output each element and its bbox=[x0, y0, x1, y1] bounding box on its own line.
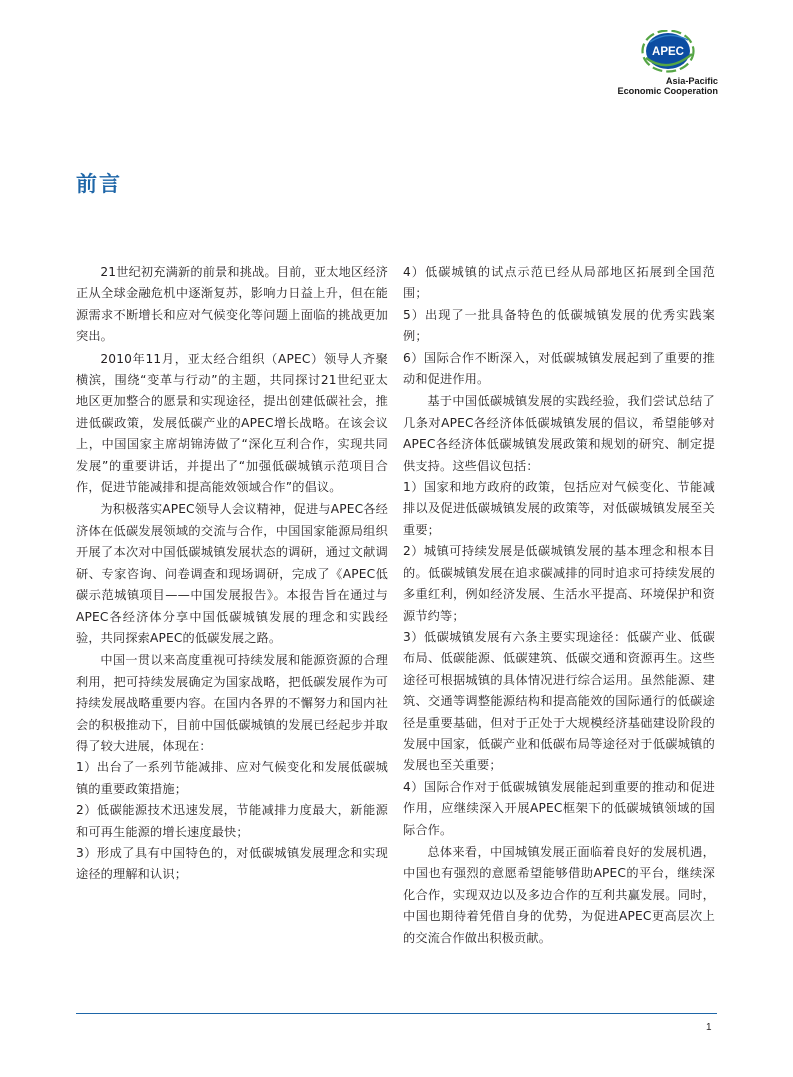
list-item: 1）国家和地方政府的政策，包括应对气候变化、节能减排以及促进低碳城镇发展的政策等，对低碳城镇发展至关重要； bbox=[403, 480, 715, 537]
paragraph: 基于中国低碳城镇发展的实践经验，我们尝试总结了几条对APEC各经济体低碳城镇发展的倡议，希望能够对APEC各经济体低碳城镇发展政策和规划的研究、制定提供支持。这些倡议包括： bbox=[403, 394, 715, 473]
apec-globe-icon bbox=[632, 30, 696, 76]
apec-logo bbox=[612, 30, 732, 100]
paragraph: 为积极落实APEC领导人会议精神，促进与APEC各经济体在低碳发展领域的交流与合作，中国国家能源局组织开展了本次对中国低碳城镇发展状态的调研，通过文献调研、专家咨询、问卷调查和现场调研，完成了《APEC低碳示范城镇项目——中国发展报告》。本报告旨在通过与APEC各经济体分享中国低碳城镇发展的理念和实践经验，共同探索APEC的低碳发展之路。 bbox=[76, 502, 388, 645]
page-number: 1 bbox=[706, 1022, 712, 1033]
left-column bbox=[76, 262, 388, 886]
logo-line-2: Economic Cooperation bbox=[617, 86, 718, 96]
apec-logo-caption bbox=[598, 76, 718, 96]
list-item: 5）出现了一批具备特色的低碳城镇发展的优秀实践案例； bbox=[403, 307, 715, 344]
footer-divider bbox=[76, 1013, 717, 1014]
list-item: 2）低碳能源技术迅速发展，节能减排力度最大，新能源和可再生能源的增长速度最快； bbox=[76, 803, 388, 839]
list-item: 1）出台了一系列节能减排、应对气候变化和发展低碳城镇的重要政策措施； bbox=[76, 760, 388, 796]
paragraph: 2010年11月，亚太经合组织（APEC）领导人齐聚横滨，围绕“变革与行动”的主题，共同探讨21世纪亚太地区更加整合的愿景和实现途径，提出创建低碳社会，推进低碳政策，发展低碳产业的APEC增长战略。在该会议上，中国国家主席胡锦涛做了“深化互利合作，实现共同发展”的重要讲话，并提出了“加强低碳城镇示范项目合作，促进节能减排和提高能效领域合作”的倡议。 bbox=[76, 351, 388, 495]
list-item: 2）城镇可持续发展是低碳城镇发展的基本理念和根本目的。低碳城镇发展在追求碳减排的同时追求可持续发展的多重红利，例如经济发展、生活水平提高、环境保护和资源节约等； bbox=[403, 544, 715, 623]
apec-badge-text: APEC bbox=[652, 46, 684, 58]
list-item: 3）形成了具有中国特色的，对低碳城镇发展理念和实现途径的理解和认识； bbox=[76, 845, 388, 882]
paragraph: 中国一贯以来高度重视可持续发展和能源资源的合理利用，把可持续发展确定为国家战略，把低碳发展作为可持续发展战略重要内容。在国内各界的不懈努力和国内社会的积极推动下，目前中国低碳城镇的发展已经起步并取得了较大进展，体现在： bbox=[76, 653, 388, 753]
list-item: 6）国际合作不断深入，对低碳城镇发展起到了重要的推动和促进作用。 bbox=[403, 350, 715, 387]
logo-line-1: Asia-Pacific bbox=[665, 76, 718, 86]
list-item: 4）国际合作对于低碳城镇发展能起到重要的推动和促进作用，应继续深入开展APEC框架下的低碳城镇领域的国际合作。 bbox=[403, 779, 715, 837]
list-item: 4）低碳城镇的试点示范已经从局部地区拓展到全国范围； bbox=[403, 265, 715, 301]
right-column bbox=[403, 262, 715, 949]
page-title: 前言 bbox=[76, 172, 122, 196]
paragraph: 21世纪初充满新的前景和挑战。目前，亚太地区经济正从全球金融危机中逐渐复苏，影响力日益上升，但在能源需求不断增长和应对气候变化等问题上面临的挑战更加突出。 bbox=[76, 265, 388, 344]
list-item: 3）低碳城镇发展有六条主要实现途径：低碳产业、低碳布局、低碳能源、低碳建筑、低碳交通和资源再生。这些途径可根据城镇的具体情况进行综合运用。虽然能源、建筑、交通等调整能源结构和提高能效的国际通行的低碳途径是重要基础，但对于正处于大规模经济基础建设阶段的发展中国家，低碳产业和低碳布局等途径对于低碳城镇的发展也至关重要； bbox=[403, 629, 715, 773]
paragraph: 总体来看，中国城镇发展正面临着良好的发展机遇，中国也有强烈的意愿希望能够借助APEC的平台，继续深化合作，实现双边以及多边合作的互利共赢发展。同时，中国也期待着凭借自身的优势，为促进APEC更高层次上的交流合作做出积极贡献。 bbox=[403, 844, 715, 945]
